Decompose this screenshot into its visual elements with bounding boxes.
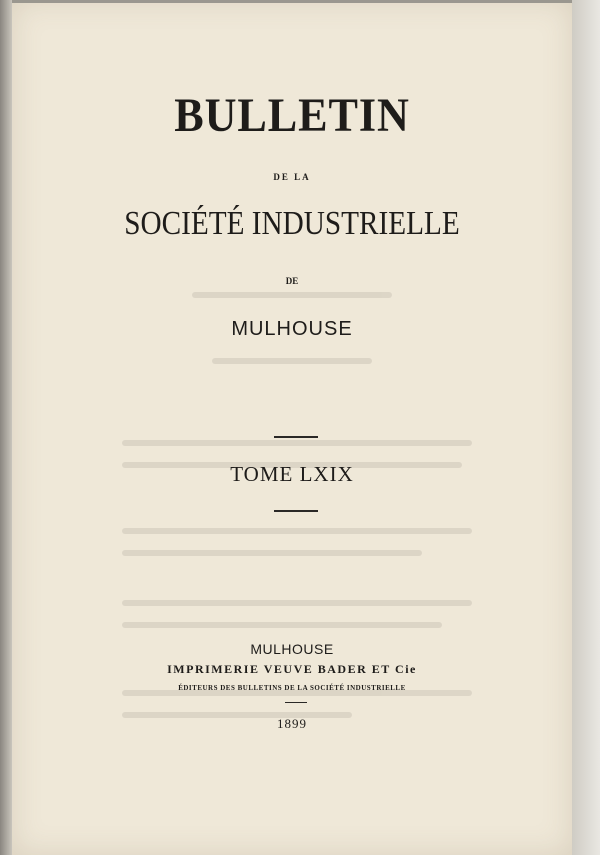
editors-line: ÉDITEURS DES BULLETINS DE LA SOCIÉTÉ INDUSTRIELLE	[178, 684, 406, 692]
publication-year: 1899	[277, 716, 307, 731]
publisher-city: MULHOUSE	[250, 641, 334, 657]
printer-name: IMPRIMERIE VEUVE BADER ET Cie	[167, 662, 417, 676]
divider-top	[274, 436, 318, 438]
book-spine-shadow	[0, 0, 12, 855]
title-page	[12, 0, 572, 855]
society-name: SOCIÉTÉ INDUSTRIELLE	[124, 205, 460, 242]
page-top-edge	[12, 0, 572, 3]
divider-bottom	[274, 510, 318, 512]
de-text: DE	[285, 276, 299, 286]
de-la-text: DE LA	[273, 172, 311, 182]
city-title: MULHOUSE	[231, 318, 353, 340]
divider-small	[285, 702, 307, 703]
volume-label: TOME LXIX	[230, 462, 354, 486]
bulletin-title: BULLETIN	[174, 89, 410, 142]
page-edge	[572, 0, 600, 855]
